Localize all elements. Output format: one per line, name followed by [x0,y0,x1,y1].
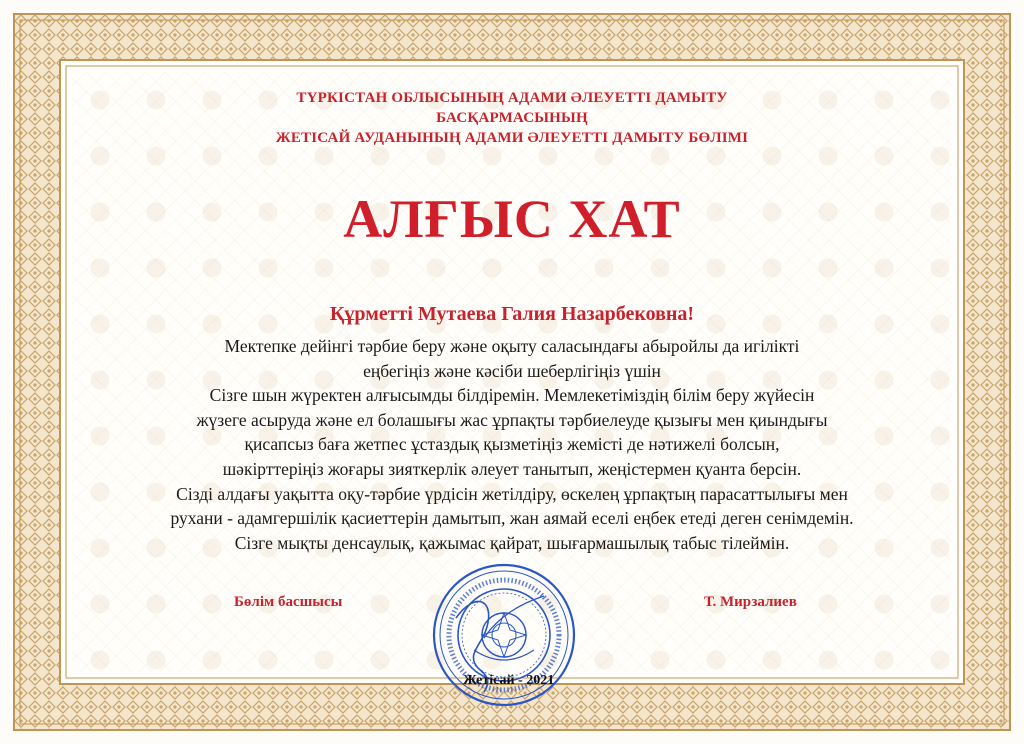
body-line: қисапсыз баға жетпес ұстаздық қызметіңіз жемісті де нәтижелі болсын, [244,434,780,455]
signatory-position: Бөлім басшысы [234,594,343,610]
body-line: шәкірттеріңіз жоғары зияткерлік әлеует танытып, жеңістермен қуанта берсін. [222,458,802,479]
issuer-line-3: ЖЕТІСАЙ АУДАНЫНЫҢ АДАМИ ӘЛЕУЕТТІ ДАМЫТУ БӨЛІМІ [275,130,749,146]
place-and-year: Жетісай - 2021 [463,673,555,688]
body-line: Сізге мықты денсаулық, қажымас қайрат, шығармашылық табыс тілеймін. [234,532,790,553]
body-line: рухани - адамгершілік қасиеттерін дамытып, жан аямай еселі еңбек етеді деген сенімдемін. [170,508,854,529]
body-line: Сізді алдағы уақытта оқу-тәрбие үрдісін жетілдіру, өскелең ұрпақтың парасаттылығы мен [176,483,848,504]
document-title: АЛҒЫС ХАТ [343,189,681,249]
body-line: Сізге шын жүректен алғысымды білдіремін. Мемлекетіміздің білім беру жүйесін [209,385,815,406]
signatory-name: Т. Мирзалиев [704,594,797,610]
body-line: еңбегіңіз және кәсіби шеберлігіңіз үшін [363,360,661,381]
issuer-line-1: ТҮРКІСТАН ОБЛЫСЫНЫҢ АДАМИ ӘЛЕУЕТТІ ДАМЫТУ [296,90,728,106]
body-text [0,334,1024,555]
recipient-greeting: Құрметті Мутаева Галия Назарбековна! [329,303,695,325]
body-line: Мектепке дейінгі тәрбие беру және оқыту саласындағы абыройлы да игілікті [224,336,800,356]
issuer-line-2: БАСҚАРМАСЫНЫҢ [436,110,588,126]
body-line: жүзеге асыруда және ел болашығы жас ұрпақты тәрбиелеуде қызығы мен қиындығы [196,409,828,430]
